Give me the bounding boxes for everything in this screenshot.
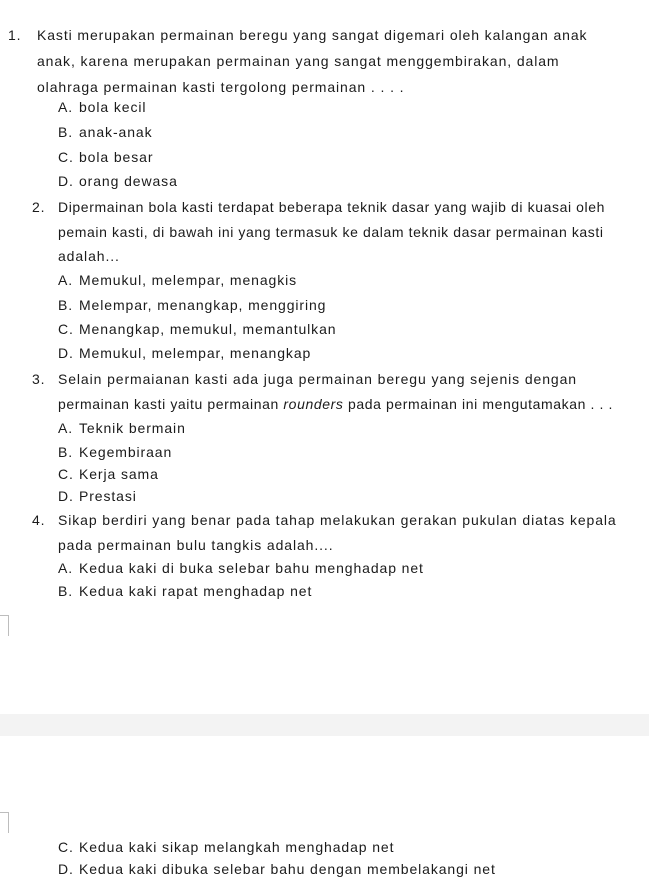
question-1-option-c — [58, 148, 153, 166]
option-text: Kedua kaki rapat menghadap net — [79, 583, 313, 599]
question-2-option-b — [58, 296, 326, 314]
option-text: Menangkap, memukul, memantulkan — [79, 321, 337, 337]
question-1-line-1: Kasti merupakan permainan beregu yang sangat digemari oleh kalangan anak — [37, 27, 588, 43]
question-3-option-b — [58, 443, 172, 461]
question-4-option-d — [58, 860, 496, 878]
option-letter: A. — [58, 560, 74, 576]
option-letter: B. — [58, 297, 74, 313]
question-4-option-a — [58, 559, 424, 577]
option-letter: B. — [58, 444, 74, 460]
question-3-line-1: Selain permaianan kasti ada juga permainan beregu yang sejenis dengan — [58, 371, 577, 387]
question-3-line-2-italic: rounders — [283, 396, 344, 412]
question-4-line-2: pada permainan bulu tangkis adalah.... — [58, 537, 334, 553]
option-text: Prestasi — [79, 488, 137, 504]
question-4-option-c — [58, 838, 394, 856]
question-4-line-1: Sikap berdiri yang benar pada tahap melakukan gerakan pukulan diatas kepala — [58, 512, 617, 528]
option-text: Teknik bermain — [79, 420, 186, 436]
question-3-line-2-before: permainan kasti yaitu permainan — [58, 396, 284, 412]
page-gap-band — [0, 714, 649, 736]
option-text: bola besar — [79, 149, 154, 165]
option-letter: C. — [58, 466, 74, 482]
option-letter: D. — [58, 861, 74, 877]
option-text: bola kecil — [79, 99, 147, 115]
option-letter: A. — [58, 420, 74, 436]
option-letter: C. — [58, 839, 74, 855]
question-1-option-b — [58, 123, 152, 141]
question-3-line-2 — [58, 395, 613, 413]
option-text: Kedua kaki dibuka selebar bahu dengan membelakangi net — [79, 861, 496, 877]
question-1-line-3: olahraga permainan kasti tergolong permainan . . . . — [37, 79, 405, 95]
question-2-option-a — [58, 271, 297, 289]
question-1-number: 1. — [8, 27, 22, 43]
question-2-option-d — [58, 344, 311, 362]
question-1-option-a — [58, 98, 146, 116]
option-text: Kegembiraan — [79, 444, 173, 460]
option-text: Kerja sama — [79, 466, 159, 482]
option-text: Melempar, menangkap, menggiring — [79, 297, 327, 313]
question-2-number: 2. — [32, 199, 46, 215]
question-3-number: 3. — [32, 371, 46, 387]
question-2-line-1: Dipermainan bola kasti terdapat beberapa teknik dasar yang wajib di kuasai oleh — [58, 199, 606, 215]
page-edge-mark-top — [0, 615, 9, 636]
question-4-number: 4. — [32, 512, 46, 528]
option-letter: D. — [58, 173, 74, 189]
option-letter: D. — [58, 488, 74, 504]
question-3-option-c — [58, 465, 159, 483]
option-text: orang dewasa — [79, 173, 178, 189]
page-edge-mark-bottom — [0, 812, 9, 833]
option-text: anak-anak — [79, 124, 153, 140]
option-letter: C. — [58, 149, 74, 165]
option-text: Kedua kaki di buka selebar bahu menghadap net — [79, 560, 424, 576]
option-text: Memukul, melempar, menangkap — [79, 345, 312, 361]
option-letter: B. — [58, 124, 74, 140]
option-letter: B. — [58, 583, 74, 599]
question-1-line-2: anak, karena merupakan permainan yang sangat menggembirakan, dalam — [37, 53, 560, 69]
option-letter: A. — [58, 99, 74, 115]
question-2-line-2: pemain kasti, di bawah ini yang termasuk ke dalam teknik dasar permainan kasti — [58, 224, 604, 240]
question-4-option-b — [58, 582, 312, 600]
option-letter: A. — [58, 272, 74, 288]
question-3-option-a — [58, 419, 186, 437]
option-text: Memukul, melempar, menagkis — [79, 272, 298, 288]
option-text: Kedua kaki sikap melangkah menghadap net — [79, 839, 395, 855]
option-letter: D. — [58, 345, 74, 361]
question-3-option-d — [58, 487, 137, 505]
question-1-option-d — [58, 172, 178, 190]
question-3-line-2-after: pada permainan ini mengutamakan . . . — [343, 396, 613, 412]
question-2-line-3: adalah... — [58, 248, 120, 264]
question-2-option-c — [58, 320, 336, 338]
option-letter: C. — [58, 321, 74, 337]
